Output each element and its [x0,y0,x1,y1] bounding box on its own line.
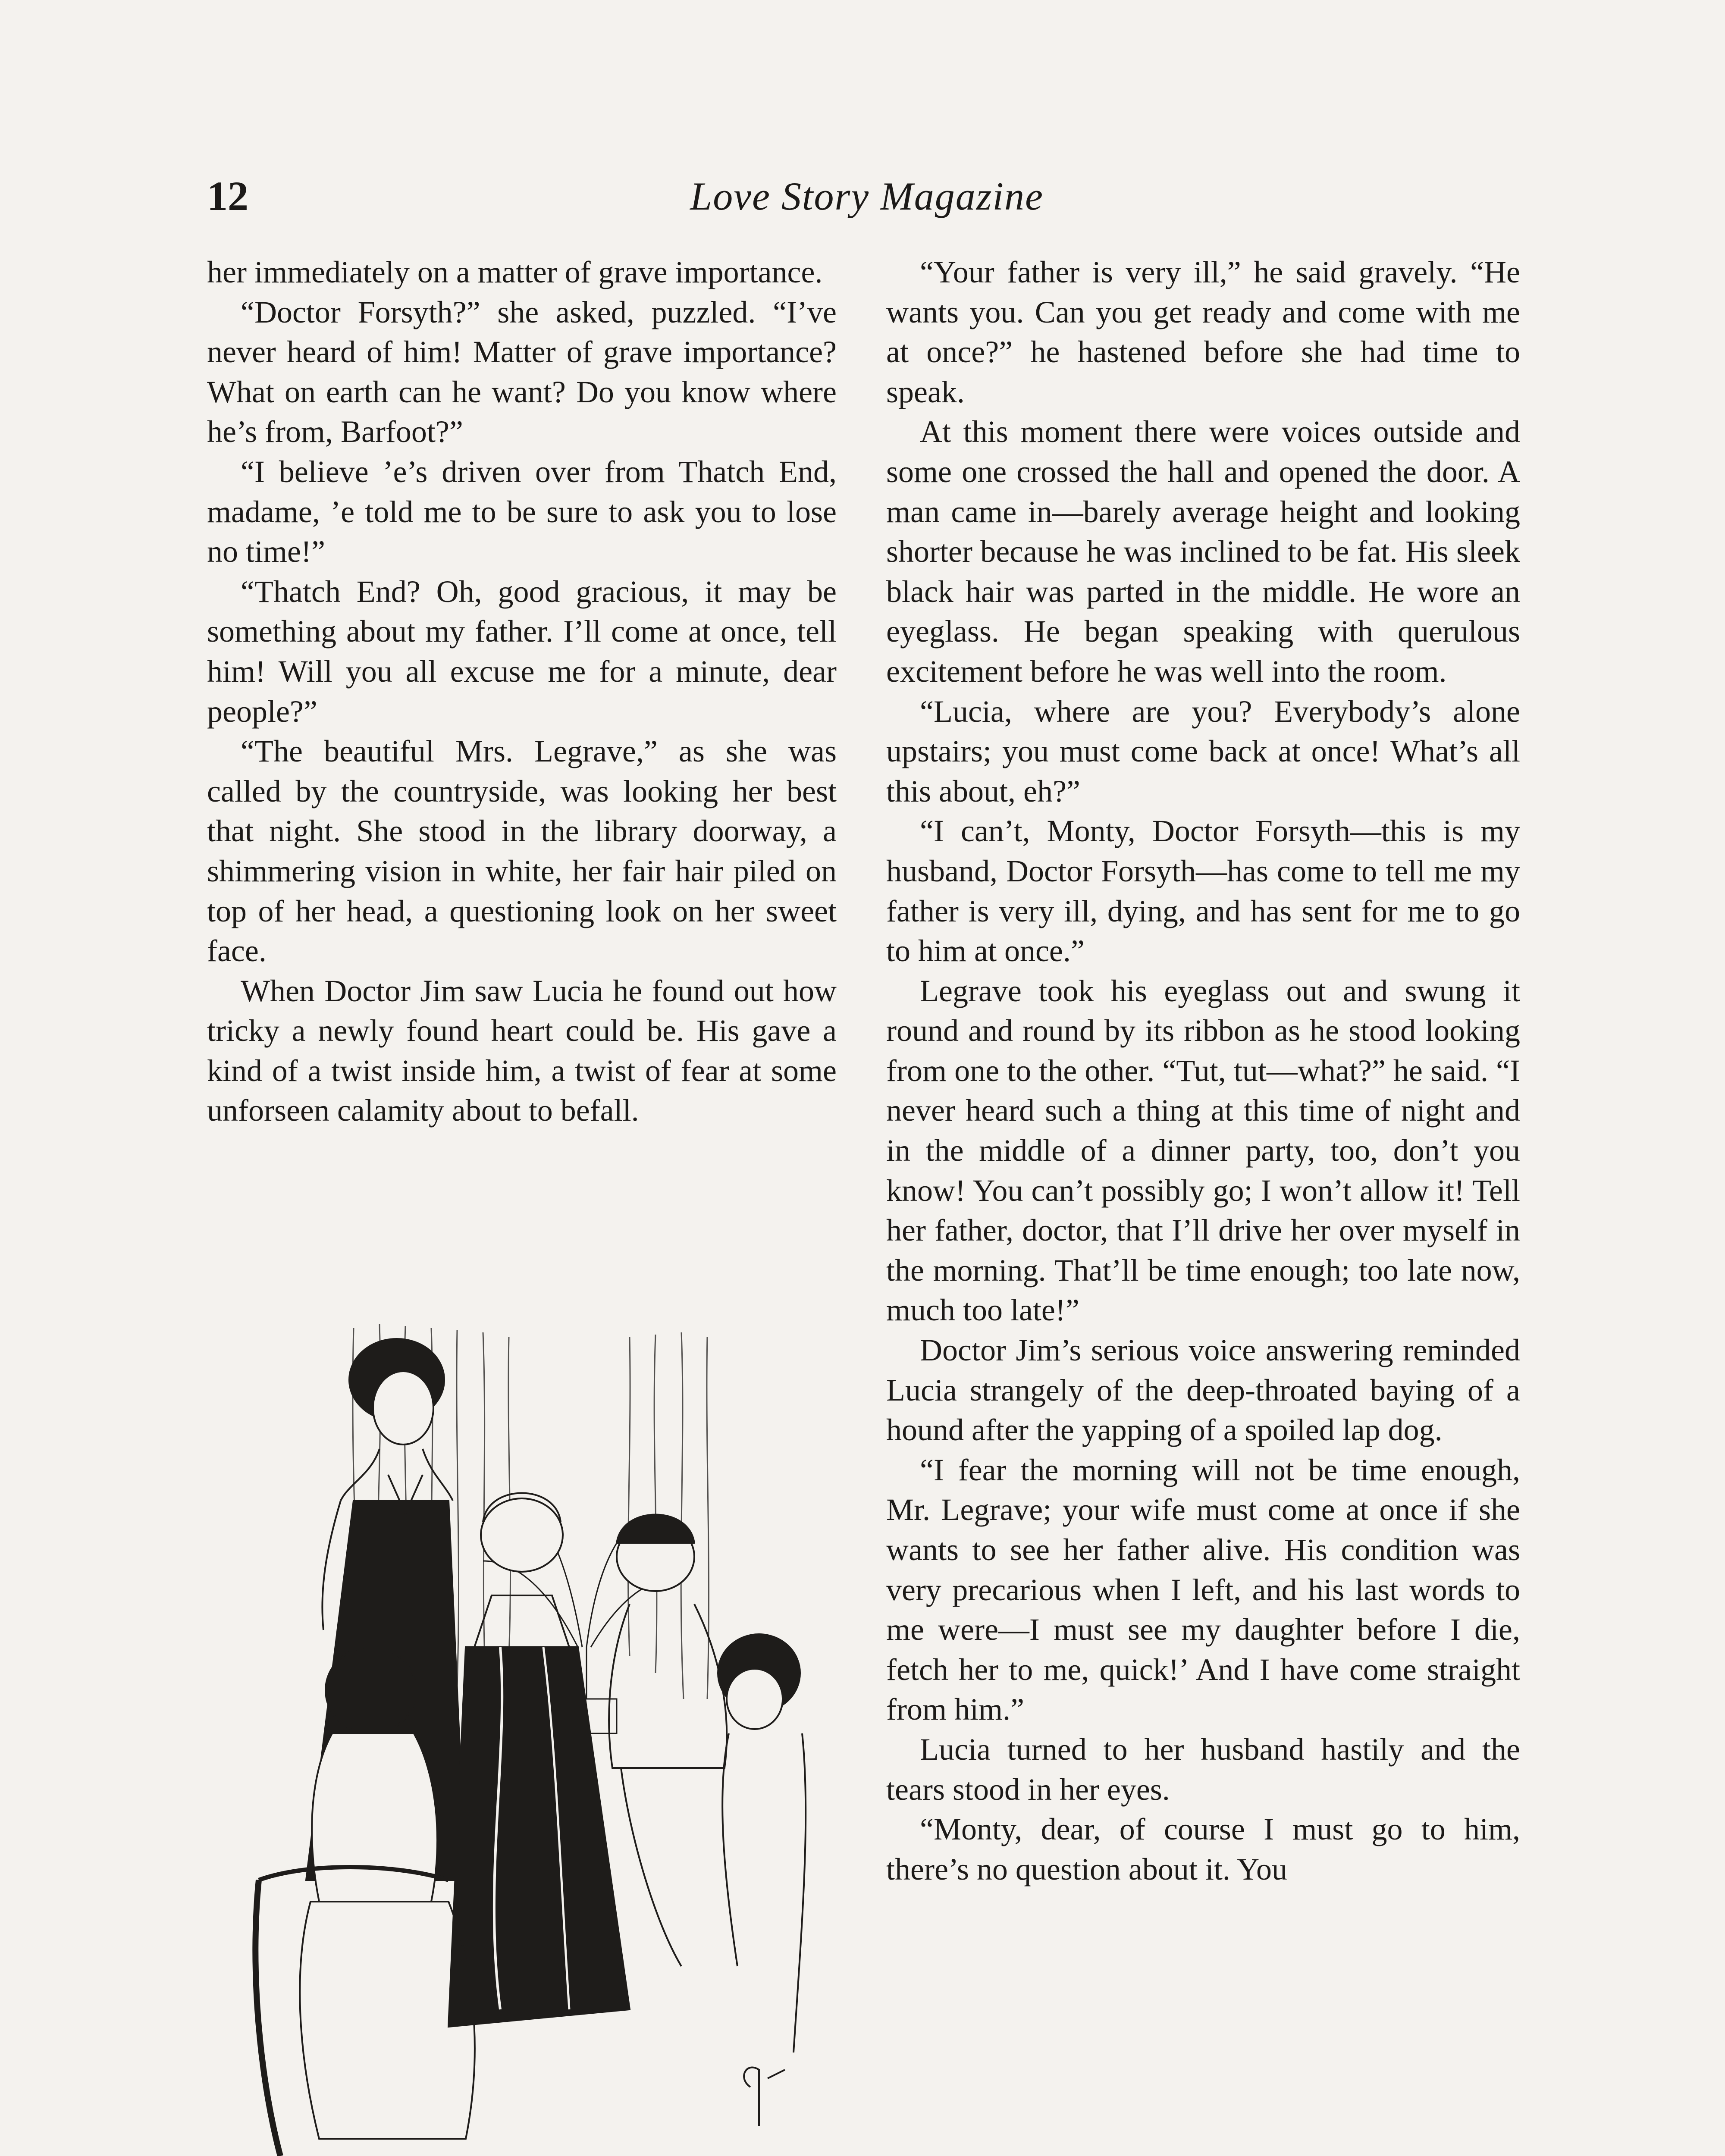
left-text-column [207,252,837,1131]
profile-woman-right [718,1634,806,2053]
page-number: 12 [207,173,248,219]
paragraph: At this moment there were voices outside and some one crossed the hall and opened the door. A man came in—barely average height and looking shorter because he was inclined to be fat. His sleek black hair was parted in the middle. He wore an eyeglass. He began speaking with querulous excitement before he was well into the room. [886,414,1520,689]
story-illustration [242,1319,824,2156]
paragraph: Doctor Jim’s serious voice answering reminded Lucia strangely of the deep-throated baying of a hound after the yapping of a spoiled lap dog. [886,1333,1520,1448]
page-header [207,168,1527,224]
artist-signature [744,2068,785,2126]
paragraph: “Your father is very ill,” he said gravely. “He wants you. Can you get ready and come with me at once?” he hastened before she had time to speak. [886,255,1520,409]
right-text-column [886,252,1520,1889]
paragraph: Lucia turned to her husband hastily and the tears stood in her eyes. [886,1732,1520,1807]
paragraph: “Lucia, where are you? Everybody’s alone upstairs; you must come back at once! What’s all this about, eh?” [886,694,1520,808]
paragraph: When Doctor Jim saw Lucia he found out how tricky a newly found heart could be. His gave a kind of a twist inside him, a twist of fear at some unforseen calamity about to befall. [207,973,837,1128]
running-title: Love Story Magazine [690,174,1044,218]
paragraph: “Doctor Forsyth?” she asked, puzzled. “I’ve never heard of him! Matter of grave importance? What on earth can he want? Do you know where he’s from, Barfoot?” [207,295,837,449]
paragraph: Legrave took his eyeglass out and swung it round and round by its ribbon as he stood looking from one to the other. “Tut, tut—what?” he said. “I never heard such a thing at this time of night and in the middle of a dinner party, too, don’t you know! You can’t possibly go; I won’t allow it! Tell her father, doctor, that I’ll drive her over myself in the morning. That’ll be time enough; too late now, much too late!” [886,973,1520,1328]
paragraph: “I believe ’e’s driven over from Thatch End, madame, ’e told me to be sure to ask you to lose no time!” [207,454,837,569]
paragraph: “Thatch End? Oh, good gracious, it may be something about my father. I’ll come at once, tell him! Will you all excuse me for a minute, dear people?” [207,574,837,729]
paragraph: “Monty, dear, of course I must go to him, there’s no question about it. You [886,1812,1520,1887]
paragraph: her immediately on a matter of grave importance. [207,255,823,289]
paragraph: “I fear the morning will not be time enough, Mr. Legrave; your wife must come at once if she wants to see her father alive. His condition was very precarious when I left, and his last words to me were—I must see my daughter before I die, fetch her to me, quick!’ And I have come straight from him.” [886,1452,1520,1727]
paragraph: “I can’t, Monty, Doctor Forsyth—this is my husband, Doctor Forsyth—has come to tell me my father is very ill, dying, and has sent for me to go to him at once.” [886,814,1520,968]
paragraph: “The beautiful Mrs. Legrave,” as she was called by the countryside, was looking her best that night. She stood in the library doorway, a shimmering vision in white, her fair hair piled on top of her head, a questioning look on her sweet face. [207,734,837,968]
